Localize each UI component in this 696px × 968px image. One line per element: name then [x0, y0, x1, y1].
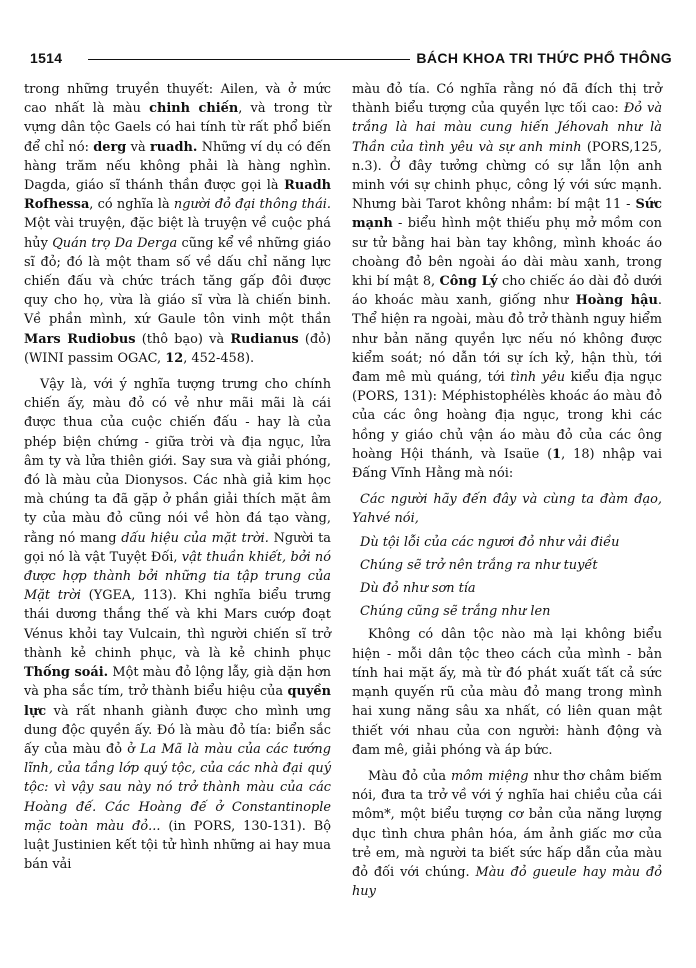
- right-column: [352, 80, 662, 908]
- left-column: [24, 80, 331, 881]
- verse-line: Dù đỏ như sơn tía: [360, 581, 476, 597]
- page-number: 1514: [30, 50, 63, 66]
- paragraph: Màu đỏ của môm miệng như thơ châm biếm nói, đưa ta trở về với ý nghĩa hai chiều của cái môm*, một biểu tượng cơ bản của năng lượng dục tình chưa phân hóa, ám ảnh giấc mơ của trẻ em, mà người ta biết sức hấp dẫn của màu đỏ đối với chúng. Màu đỏ gueule hay màu đỏ huy: [352, 768, 662, 900]
- paragraph: Vậy là, với ý nghĩa tượng trưng cho chính chiến ấy, màu đỏ có vẻ như mãi mãi là cái được thua của cuộc chiến đấu - hay là của phép biện chứng - giữa trời và địa ngục, lửa âm ty và lửa thiên giới. Say sưa và giải phóng, đó là màu của Dionysos. Các nhà giả kim học mà chúng ta đã gặp ở phần giải thích mặt âm ty của màu đỏ cũng nói về hòn đá tạo vàng, rằng nó mang dấu hiệu của mặt trời. Người ta gọi nó là vật Tuyệt Đối, vật thuần khiết, bởi nó được hợp thành bởi những tia tập trung của Mặt trời (YGEA, 113). Khi nghĩa biểu trưng thái dương thắng thế và khi Mars cướp đoạt Vénus khỏi tay Vulcain, thì người chiến sĩ trở thành kẻ chinh phục, và là kẻ chinh phục Thống soái. Một màu đỏ lộng lẫy, già dặn hơn và pha sắc tím, trở thành biểu hiệu của quyền lực và rất nhanh giành được cho mình ưng dung độc quyền ấy. Đó là màu đỏ tía: biển sắc ấy của màu đỏ ở La Mã là màu của các tướng lĩnh, của tầng lớp quý tộc, của các nhà đại quý tộc: vì vậy sau này nó trở thành màu của các Hoàng đế. Các Hoàng đế ở Constantinople mặc toàn màu đỏ... (in PORS, 130-131). Bộ luật Justinien kết tội tử hình những ai hay mua bán vải: [24, 377, 332, 873]
- verse-line: Chúng cũng sẽ trắng như len: [360, 604, 551, 620]
- header-rule: [88, 59, 410, 60]
- paragraph: Không có dân tộc nào mà lại không biểu hiện - mỗi dân tộc theo cách của mình - bản tính hai mặt ấy, mà từ đó phát xuất tất cả sức mạnh quyến rũ của màu đỏ mang trong mình hai xung năng sâu xa nhất, có liên quan mật thiết với nhau của con người: hành động và đam mê, giải phóng và áp bức.: [352, 627, 662, 758]
- running-title: BÁCH KHOA TRI THỨC PHỔ THÔNG: [416, 50, 672, 66]
- paragraph: trong những truyền thuyết: Ailen, và ở mức cao nhất là màu chinh chiến, và trong từ vựng dân tộc Gaels có hai tính từ rất phổ biến để chỉ nó: derg và ruadh. Những ví dụ có đến hàng trăm nếu không phải là hàng nghìn. Dagda, giáo sĩ thánh thần được gọi là Ruadh Rofhessa, có nghĩa là người đỏ đại thông thái. Một vài truyện, đặc biệt là truyện về cuộc phá hủy Quán trọ Da Derga cũng kể về những giáo sĩ đỏ; đó là một tham số về dấu chỉ năng lực chiến đấu và chức trách tăng gấp đôi được quy cho họ, vừa là giáo sĩ vừa là chiến binh. Về phần mình, xứ Gaule tôn vinh một thần Mars Rudiobus (thô bạo) và Rudianus (đỏ) (WINI passim OGAC, 12, 452-458).: [24, 82, 332, 366]
- verse-line: Chúng sẽ trở nên trắng ra như tuyết: [360, 557, 598, 573]
- paragraph: màu đỏ tía. Có nghĩa rằng nó đã đích thị trở thành biểu tượng của quyền lực tối cao: Đỏ và trắng là hai màu cung hiến Jéhovah như là Thần của tình yêu và sự anh minh (PORS,125, n.3). Ở đây tưởng chừng có sự lẫn lộn anh minh với sự chinh phục, công lý với sức mạnh. Nhưng bài Tarot không nhầm: bí mật 11 - Sức mạnh - biểu hình một thiếu phụ mở mồm con sư tử bằng hai bàn tay không, mình khoác áo choàng đỏ bên ngoài áo dài màu xanh, trong khi bí mật 8, Công Lý cho chiếc áo dài đỏ dưới áo khoác màu xanh, giống như Hoàng hậu. Thể hiện ra ngoài, màu đỏ trở thành nguy hiểm như bản năng quyền lực nếu nó không được kiểm soát; nó dẫn tới sự ích kỷ, hận thù, tới đam mê mù quáng, tới tình yêu kiểu địa ngục (PORS, 131): Méphistophélès khoác áo màu đỏ của các ông hoàng địa ngục, trong khi các hồng y giáo chủ vận áo màu đỏ của các ông hoàng Hội thánh, và Isaüe (1, 18) nhập vai Đấng Vĩnh Hằng mà nói:: [352, 82, 663, 482]
- verse-line: Các người hãy đến đây và cùng ta đàm đạo, Yahvé nói,: [352, 492, 662, 527]
- page-header: [30, 50, 672, 70]
- verse-line: Dù tội lỗi của các ngươi đỏ như vải điều: [360, 534, 620, 550]
